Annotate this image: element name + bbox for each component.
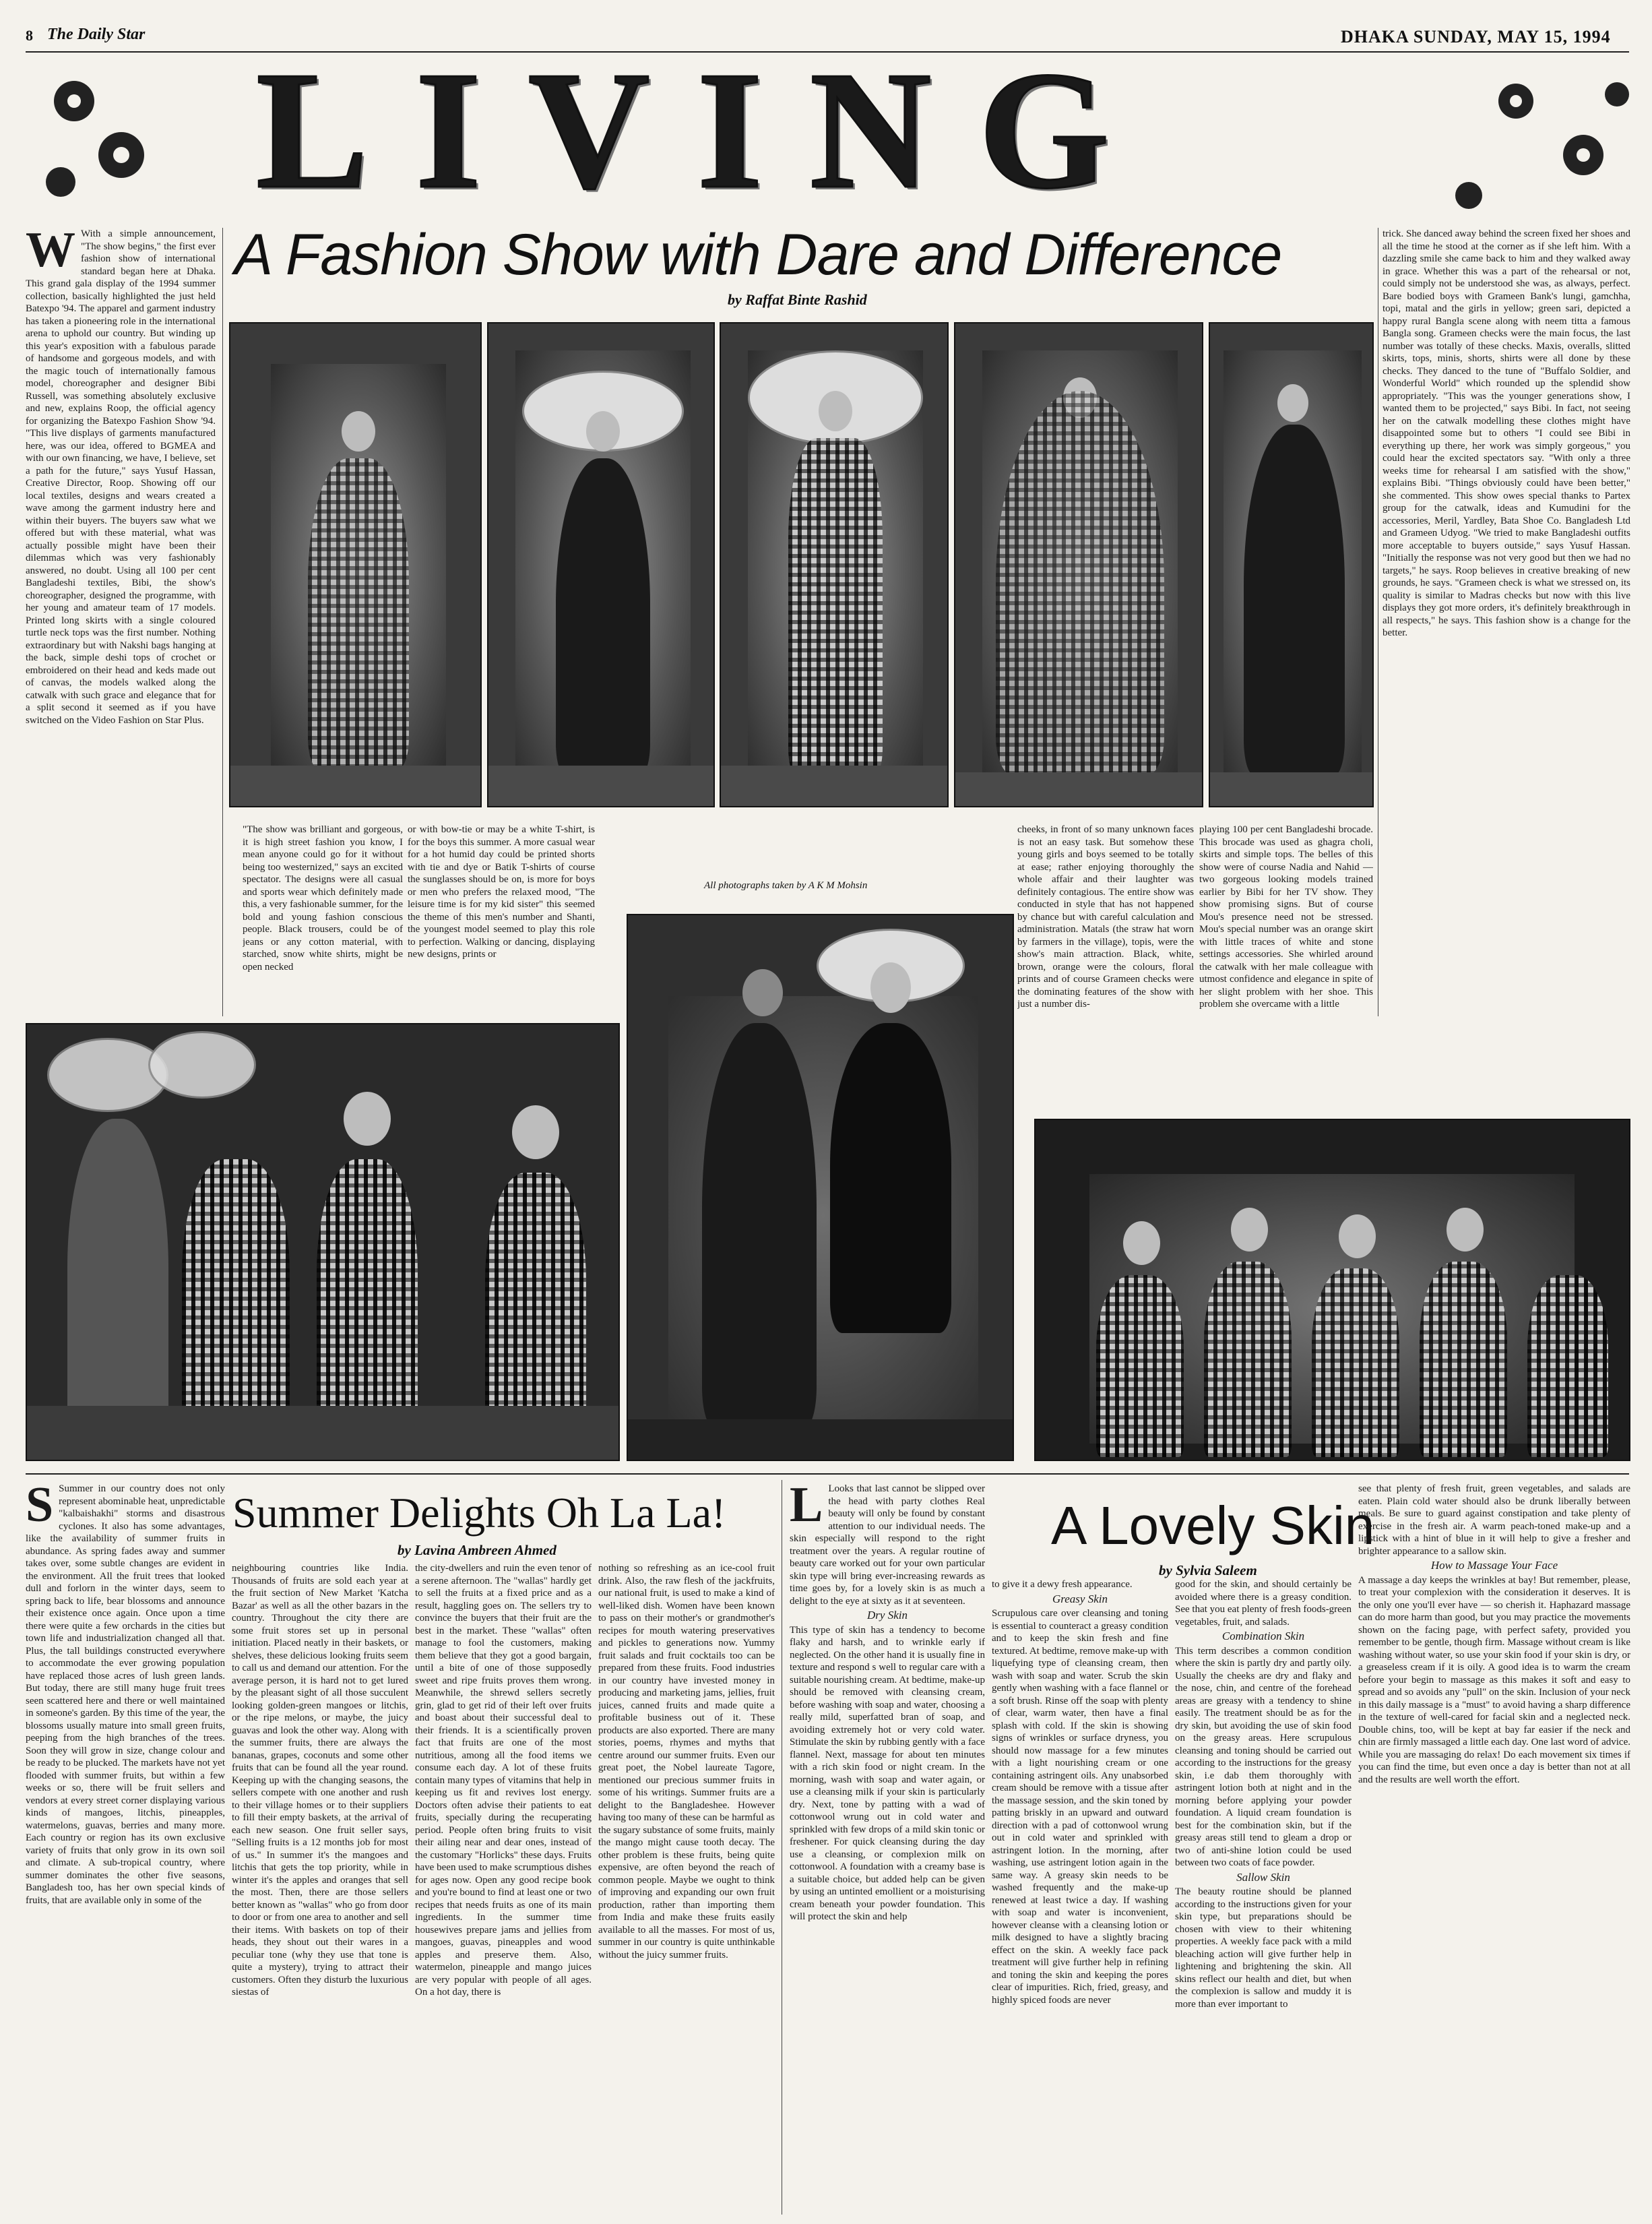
fashion-column-3: or with bow-tie or may be a white T-shirt, is for the boys this summer. A more casual wear for a hot humid day could be printed shorts with tie and dye or Batik T-shirts of course the sunglasses should be on, is more for boys or men who prefers the relaxed mood, "The leisure time is for my kid sister" this seemed the theme of this men's number and Shanti, the youngest model seemed to play this role to perfection. Walking or dancing, displaying new designs, prints or — [408, 824, 595, 960]
skin-text-4: see that plenty of fresh fruit, green vegetables, and salads are eaten. Plain cold water should also be drunk liberally between meals. Be sure to guard against constipation and take plenty of exercise in the fresh air. A warm peach-toned make-up and a lipstick with a hint of blue in it will help to give a fresher and brighter appearance to a sallow skin. — [1358, 1483, 1630, 1557]
skin-text-2b: Scrupulous care over cleansing and toning is essential to counteract a greasy condition and to keep the skin fresh and fine textured. At bedtime, remove make-up with liquefying type of cleansing cream, then wash with soap and water. Scrub the skin gently when washing with a face flannel or a soft brush. Rinse off the soap with plenty of clear, warm water, then have a final splash with cold. If the skin is showing signs of wrinkles or surface dryness, you should now massage for a few minutes with a light nourishing cream or one containing astringent oils. Any unabsorbed cream should be remove with a tissue after the massage session, and the skin toned by patting briskly in an upward and outward direction with a pad of cottonwool wrung out in cold water and sprinkled with astringent lotion. In the morning, after washing, use astringent lotion again in the same way. A greasy skin needs to be washed frequently and the make-up renewed at least twice a day. If washing with soap and water is inconvenient, however cleanse with a cleansing lotion or milk designed to have a slightly bracing effect on the skin. A weekly face pack treatment will give further help in refining and toning the skin and keeping the pores clear of impurities. Rich, fried, greasy, and highly spiced foods are never — [992, 1608, 1168, 2006]
skin-column-2 — [992, 1578, 1168, 2214]
fashion-column-4: cheeks, in front of so many unknown faces is not an easy task. But somehow these young girls and boys seemed to be totally at ease; rather enjoying thoroughly the whole affair and their laughter was definitely contagious. The entire show was conducted in style that has not happened by chance but with careful calculation and administration. Matals (the straw hat worn by farmers in the village), topis, were the show's main attraction. Black, white, brown, orange were the colours, floral prints and of course Grameen checks were the dominating features of the show with just a number dis- — [1017, 824, 1194, 1010]
skin-text-1b: This type of skin has a tendency to become flaky and harsh, and to wrinkle early if neglected. On the other hand it is usually fine in texture and respond s well to regular care with a suitable nourishing cream. At bedtime, make-up should be removed with cleansing cream, before washing with soap and water, choosing a really mild, superfatted bran of soap, and avoiding extremely hot or very cold water. Stimulate the skin by rubbing gently with a face flannel. Next, massage for about ten minutes with a rich skin food or night cream. In the morning, wash with soap and water again, or use a cleansing milk if your skin is particularly dry. Next, tone by patting with a wad of cottonwool wrung out in cold water and sprinkled with few drops of a mild skin tonic or freshener. For quick cleansing during the day use a cleansing, or complexion milk on cottonwool. A foundation with a creamy base is a suitable choice, but added help can be given by using an untinted emollient or a moisturising cream beneath your powder foundation. This will protect the skin and help — [790, 1624, 985, 1922]
summer-column-2: neighbouring countries like India. Thousands of fruits are sold each year at the fruit section of New Market 'Katcha Bazar' as well as all the other bazars in the country. Throughout the city there are some fruit stores set up in personal initiation. Placed neatly in their baskets, or shelves, these delicious looking fruits seem to call us and demand our attention. For the average person, it is hard not to get lured by the pleasant sight of all those succulent looking golden-green mangoes or litchis, or the ripe melons, or maybe, the juicy guavas and look the other way. Along with the summer fruits, there are always the bananas, grapes, coconuts and some other fruits that can be found all the year round. Keeping up with the changing seasons, the sellers compete with one another and rush to their village homes or to their suppliers to fill their empty baskets, at the arrival of each new season. One fruit seller says, "Selling fruits is a 12 months job for most of us." In summer it's the mangoes and litchis that gets the top priority, while in winter it's the apples and oranges that sell the most. Then, there are those sellers better known as "wallas" who go from door to door or from one area to another and sell their items. With baskets on top of their heads, they shout out their wares in a peculiar tone (why they use that tone is quite a mystery), trying to attract their customers. Often they disturb the luxurious siestas of — [232, 1563, 408, 1998]
subhead-greasy-skin: Greasy Skin — [1052, 1592, 1108, 1605]
fashion-column-1: W With a simple announcement, "The show begins," the first ever fashion show of international standard began here at Dhaka. This grand gala display of the 1994 summer collection, basically highlighted the just held Batexpo '94. The apparel and garment industry has taken a pioneering role in the international arena to uphold our country. But winding up this year's exposition with a fabulous parade of handsome and gorgeous models, and with the magic touch of internationally famous model, choreographer and designer Bibi Russell, was something absolutely exclusive and new, explains Roop, the official agency for organizing the Batexpo Fashion Show '94. "This live displays of garments manufactured here, was our idea, offered to BGMEA and with our own financing, we have, I believe, set a path for the future," says Yusuf Hassan, Creative Director, Roop. Showing off our local textiles, designs and wears created a wave among the garment industry here and within their buyers. The buyers saw what we offered but with these material, what was actually possible might have been their dilemmas which was very fashionably answered, no doubt. Using all 100 per cent Bangladeshi textiles, Bibi, the show's choreographer, designed the programme, with her young and amateur team of 17 models. Printed long skirts with a single coloured turtle neck tops was the first number. Nothing extraordinary but with Nakshi bags hanging at the back, simple deshi tops of crochet or embroidered on their head and keds made out of canvas, the models walked along the catwalk with such grace and elegance that for a split second it seemed as if you have switched on the Video Fashion on Star Plus. — [26, 228, 216, 726]
finale-photo-right — [1034, 1119, 1630, 1461]
runway-photo-4 — [954, 322, 1203, 807]
dancers-photo-left — [26, 1023, 620, 1461]
skin-text-1: Looks that last cannot be slipped over the head with party clothes Real beauty will only be found by constant attention to our individual needs. The skin especially will respond to the right treatment over the years. A regular routine of beauty care worked out for your own particular skin type will bring ever-increasing rewards as time goes by, for a lovely skin is as much a delight to the eye at sixty as it at seventeen. — [790, 1483, 985, 1607]
summer-column-3: the city-dwellers and ruin the even tenor of a serene afternoon. The "wallas" hardly get to sell the fruits at a fixed price and as a result, haggling goes on. The sellers try to convince the buyers that their fruit are the best in the market. These "wallas" often manage to fool the customers, making them believe that they got a good bargain, until a bite of one of those supposedly sweet and ripe fruits proves them wrong. Meanwhile, the shrewd sellers secretly grin, glad to get rid of their left over fruits and boast about their successful deal to their friends. It is a scientifically proven fact that fruits are one of the most nutritious, among all the food items we consume each day. A lot of these fruits contain many types of vitamins that help in keeping us fit and revives lost energy. Doctors often advise their patients to eat fruits, specially during the recuperating period. People often bring fruits to visit their ailing near and dear ones, instead of the customary "Horlicks" these days. Fruits have been used to make scrumptious dishes for ages now. Open any good recipe book and you're bound to find at least one or two recipes that needs fruits as one of its main ingredients. In the summer time housewives prepare jams and jellies from mangoes, guavas, pineapples and wood apples and preserve them. Also, watermelon, pineapple and mango juices are very popular with people of all ages. On a hot day, there is — [415, 1563, 592, 1998]
subhead-sallow-skin: Sallow Skin — [1236, 1870, 1290, 1884]
dateline: DHAKA SUNDAY, MAY 15, 1994 — [1341, 27, 1611, 47]
summer-byline: by Lavina Ambreen Ahmed — [398, 1542, 557, 1558]
section-title: LIVING — [256, 37, 1157, 224]
fashion-headline: A Fashion Show with Dare and Difference — [234, 222, 1282, 287]
fashion-column-6: trick. She danced away behind the screen fixed her shoes and all the time he stood at the corner as if she left him. With a dazzling smile she came back to him and they walked away in grace. Whether this was a part of the rehearsal or not, could simply not be understood she was, as always, perfect. Bare bodied boys with Grameen Bank's lungi, gamchha, topi, matal and the girls in yellow; green sari, depicted a happy rural Bangla scene along with neem titta a famous Bangla song. Grameen checks were the main focus, the last number was totally of these checks. Maxis, overalls, slitted skirts, tops, minis, shorts, shirts were all done by these checks. They danced to the tune of "Buffalo Soldier, and Wonderful World" which rounded up the splendid show appropriately. "This was the younger generations show, I wanted them to be projected," says Bibi. In fact, not seeing her on the catwalk modelling these clothes might have disappointed some but to others "I could see Bibi in everything up there, her work was simply gorgeous," you could hear the excited spectators say. "With only a three weeks time for rehearsal I am satisfied with the show," explains Bibi. "Things obviously could have been better," she commented. This show owes special thanks to Partex group for the catwalk, ideas and Kumudini for the accessories, Meril, Yardley, Bata Shoe Co. Bangladesh Ltd and Grameen Udyog. "We tried to make Bangladeshi outfits more acceptable to buyers outside," says Yusuf Hassan. "Initially the response was not very good but then we had no targets," he says. Roop believes in creative breaking of new grounds, he says. "Grameen check is what we stressed on, its quality is similar to Madras checks but now with this live displays they got more orders, it's definitely breakthrough in all respects," he says. This fashion show is a change for the better. — [1383, 228, 1630, 638]
photo-credit: All photographs taken by A K M Mohsin — [704, 880, 868, 891]
paper-name: The Daily Star — [47, 26, 146, 43]
page-number: 8 — [26, 27, 33, 44]
fashion-text-1: With a simple announcement, "The show begins," the first ever fashion show of international standard began here at Dhaka. This grand gala display of the 1994 summer collection, basically highlighted the just held Batexpo '94. The apparel and garment industry has taken a pioneering role in the international arena to uphold our country. But winding up this year's exposition with a fabulous parade of handsome and gorgeous models, and with the magic touch of internationally famous model, choreographer and designer Bibi Russell, was something absolutely exclusive and new, explains Roop, the official agency for organizing the Batexpo Fashion Show '94. "This live displays of garments manufactured here, was our idea, offered to BGMEA and with our own financing, we have, I believe, set a path for the future," says Yusuf Hassan, Creative Director, Roop. Showing off our local textiles, designs and wears created a wave among the garment industry here and within their buyers. The buyers saw what we offered but with these material, what was actually possible might have been their dilemmas which was very fashionably answered, no doubt. Using all 100 per cent Bangladeshi textiles, Bibi, the show's choreographer, designed the programme, with her young and amateur team of 17 models. Printed long skirts with a single coloured turtle neck tops was the first number. Nothing extraordinary but with Nakshi bags hanging at the back, simple deshi tops of crochet or embroidered on their head and keds made out of canvas, the models walked along the catwalk with such grace and elegance that for a split second it seemed as if you have switched on the Video Fashion on Star Plus. — [26, 228, 216, 726]
skin-text-3c: The beauty routine should be planned according to the instructions given for your skin type, but preparations should be chosen with view to their whitening properties. A weekly face pack with a mild bleaching action will give further help in lightening and brightening the skin. All skins reflect our health and diet, but when the complexion is sallow and muddy it is more than ever important to — [1175, 1886, 1352, 2010]
skin-text-3: good for the skin, and should certainly be avoided where there is a greasy condition. See that you eat plenty of fresh foods-green vegetables, fruit, and salads. — [1175, 1579, 1352, 1628]
summer-headline: Summer Delights Oh La La! — [232, 1489, 726, 1537]
summer-text-1: Summer in our country does not only represent abominable heat, unpredictable "kalbaishakhi" storms and disastrous cyclones. It also has some advantages, like the availability of summer fruits in abundance. As spring fades away and summer takes over, some subtle changes are evident in the environment. All the fruit trees that looked dull and forlorn in the winter days, seem to spring back to life, bear blossoms and announce their existence once again. Once upon a time there were quite a few orchards in the cities but town life and industrialization changed all that. Plus, the tall buildings constructed everywhere to accommodate the ever growing population have replaced those acres of lush green lands. But today, there are still many huge fruit trees seen scattered here and there or well maintained in someone's garden. By this time of the year, the blossoms usually mature into small green fruits, peeping from the high branches of the trees. Soon they will grow in size, change colour and be ready to be plucked. The markets have not yet flooded with summer fruits, but within a few weeks or so, there will be fruit sellers and vendors at every street corner displaying various kinds of mangoes, litchis, pineapples, watermelons, guavas, berries and many more. Each country or region has its own exclusive variety of fruits that only grow in its own soil and climate. A sub-tropical country, where summer dominates the other five seasons, Bangladesh too, has her own special kinds of fruits, that are available only in some of the — [26, 1483, 225, 1906]
subhead-combination-skin: Combination Skin — [1221, 1630, 1305, 1642]
subhead-massage: How to Massage Your Face — [1430, 1559, 1558, 1572]
skin-column-3 — [1175, 1578, 1352, 2214]
runway-photo-5 — [1209, 322, 1374, 807]
runway-photo-3 — [720, 322, 949, 807]
subhead-dry-skin: Dry Skin — [867, 1609, 908, 1621]
runway-photo-1 — [229, 322, 482, 807]
skin-headline: A Lovely Skin — [1051, 1495, 1375, 1555]
skin-text-4b: A massage a day keeps the wrinkles at bay! But remember, please, to treat your complexion with the consideration it deserves. It is the only one you'll ever have — so cherish it. Haphazard massage can do more harm than good, but you may practice the movements shown on the facing page, with perfect safety, provided you remember to be gentle, though firm. Massage without cream is like washing without water, so use your skin food if your skin is dry, or a greaseless cream if it is oily. A good idea is to warm the cream before your begin to massage as this makes it soft and easy to spread and so avoids any "pull" on the skin. Inclusion of your neck in this daily massage is a "must" to avoid having a sharp difference in the texture of well-cared for facial skin and a neglected neck. Double chins, too, will be kept at bay far easier if the neck and chin are firmly massaged a little each day. One last word of advice. While you are massaging do relax! Do each movement six times if you can find the time, but even once a day is better than not at all and the results are well worth the effort. — [1358, 1574, 1630, 1785]
summer-column-1: S Summer in our country does not only represent abominable heat, unpredictable "kalbaishakhi" storms and disastrous cyclones. It also has some advantages, like the availability of summer fruits in abundance. As spring fades away and summer takes over, some subtle changes are evident in the environment. All the fruit trees that looked dull and forlorn in the winter days, seem to spring back to life, bear blossoms and announce their existence once again. Once upon a time there were quite a few orchards in the cities but town life and industrialization changed all that. Plus, the tall buildings constructed everywhere to accommodate the ever growing population have replaced those acres of lush green lands. But today, there are still many huge fruit trees seen scattered here and there or well maintained in someone's garden. By this time of the year, the blossoms usually mature into small green fruits, peeping from the high branches of the trees. Soon they will grow in size, change colour and be ready to be plucked. The markets have not yet flooded with summer fruits, but within a few weeks or so, there will be fruit sellers and vendors at every street corner displaying various kinds of mangoes, litchis, pineapples, watermelons, guavas, berries and many more. Each country or region has its own exclusive variety of fruits that only grow in its own soil and climate. A sub-tropical country, where summer dominates the other five seasons, Bangladesh too, has her own special kinds of fruits, that are available only in some of the — [26, 1483, 225, 1906]
fashion-column-5: playing 100 per cent Bangladeshi brocade. This brocade was used as ghagra choli, skirts and simple tops. The belles of this show were of course Nadia and Nahid — two gorgeous looking models trained earlier by Bibi for her TV show. They show promising signs. But of course Mou's presence need not be stressed. Mou's special number was an orange skirt with little traces of white and stone settings accessories. She whirled around the catwalk with her male colleague with utmost confidence and elegance in spite of her slight problem with her shoe. This problem she overcame with a little — [1199, 824, 1373, 1010]
summer-column-4: nothing so refreshing as an ice-cool fruit drink. Also, the raw flesh of the jackfruits, our national fruit, is used to make a kind of well-liked dish. Women have been known to pass on their mother's or grandmother's recipes for mouth watering preservatives and pickles to generations now. Yummy fruit salads and fruit cocktails too can be prepared from these fruits. Food industries in our country have invested money in producing and marketing jams, jellies, fruit juices, canned fruits and made quite a profitable business out of it. These products are also exported. There are many stories, poems, rhymes and myths that centre around our summer fruits. Even our great poet, the Nobel laureate Tagore, mentioned our precious summer fruits in some of his writings. Summer fruits are a delight to the Bangladeshee. However having too many of these can be harmful as the sugary substance of some fruits, mainly the mango might cause tooth decay. The other problem is these fruits, being quite expensive, are often beyond the reach of common people. Maybe we ought to think of improving and expanding our own fruit production, rather than importing them from India and make these fruits easily available to all the masses. For most of us, summer in our country is quite unthinkable without the juicy summer fruits. — [598, 1563, 775, 1960]
couple-photo-center — [627, 914, 1014, 1461]
fashion-byline: by Raffat Binte Rashid — [728, 291, 867, 308]
skin-text-2: to give it a dewy fresh appearance. — [992, 1579, 1133, 1590]
skin-column-4 — [1358, 1483, 1630, 2214]
runway-photo-2 — [487, 322, 715, 807]
fashion-column-2: "The show was brilliant and gorgeous, it is high street fashion you know, I mean anyone could go for it without being too westernized," says an excited spectator. The designs were all casual and sports wear which definitely made this, a very fashionable summer, for the bold and young fashion conscious people. Black trousers, could be of jeans or any cotton material, with starched, snow white shirts, might be open necked — [243, 824, 403, 972]
skin-column-1: L Looks that last cannot be slipped over the head with party clothes Real beauty will only be found by constant attention to our individual needs. The skin especially will respond to the right treatment over the years. A regular routine of beauty care worked out for your own particular skin type will bring ever-increasing rewards as time goes by, for a lovely skin is as much a delight to the eye at sixty as it at seventeen. Dry Skin This type of skin has a tendency to become flaky and harsh, and to wrinkle early if neglected. On the other hand it is usually fine in texture and respond s well to regular care with a suitable nourishing cream. At bedtime, make-up should be removed with cleansing cream, before washing with soap and water, choosing a really mild, superfatted bran of soap, and avoiding extremely hot or very cold water. Stimulate the skin by rubbing gently with a face flannel. Next, massage for about ten minutes with a rich skin food or night cream. In the morning, wash with soap and water again, or use a cleansing milk if your skin is particularly dry. Next, tone by patting with a wad of cottonwool wrung out in cold water and sprinkled with few drops of a mild skin tonic or freshener. For quick cleansing during the day use a cleansing, or complexion milk on cottonwool. A foundation with a creamy base is a suitable choice, but added help can be given by using an untinted emollient or a moisturising cream beneath your powder foundation. This will protect the skin and help — [790, 1483, 985, 1922]
skin-byline: by Sylvia Saleem — [1159, 1562, 1257, 1578]
skin-text-3b: This term describes a common condition where the skin is partly dry and partly oily. Usually the cheeks are dry and flaky and the nose, chin, and centre of the forehead areas are greasy with a tendency to shine easily. The treatment should be as for the dry skin, but avoiding the use of skin food on the greasy areas. Here scrupulous cleansing and toning should be carried out according to the instructions for the greasy skin, i.e dab them thoroughly with astringent lotion both at night and in the morning before applying your powder foundation. A liquid cream foundation is best for the combination skin, but if the greasy areas still tend to gleam a drop or two of anti-shine lotion could be used between two coats of face powder. — [1175, 1645, 1352, 1868]
